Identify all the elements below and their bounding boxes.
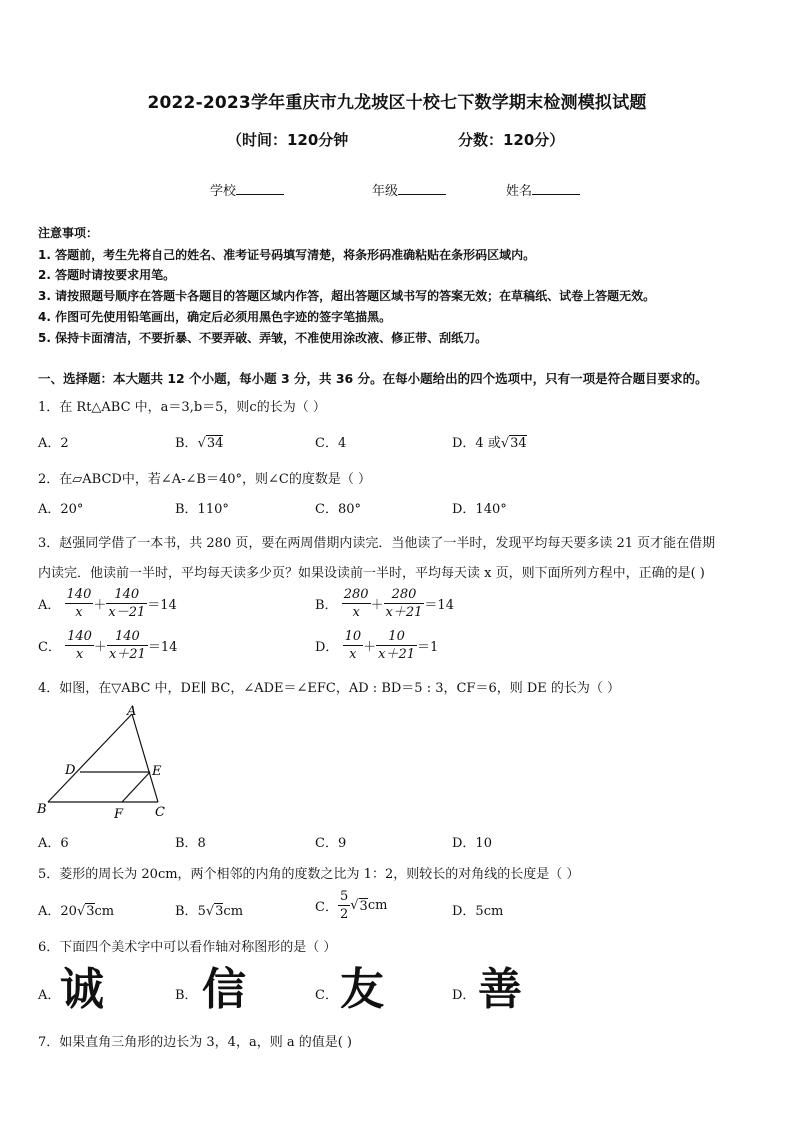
q5-option-c [315, 888, 387, 923]
q3-option-d [315, 628, 438, 663]
fraction [107, 628, 148, 663]
school-blank [236, 182, 284, 195]
q2-option-d: D．140° [452, 502, 507, 517]
radicand: 3 [86, 904, 95, 919]
sqrt-symbol: √ [500, 436, 510, 451]
fraction [65, 628, 94, 663]
q1-option-a: A．2 [38, 436, 69, 451]
unit: cm [223, 904, 244, 919]
q6-d-label: D． [452, 988, 476, 1003]
rhs: ＝14 [147, 598, 177, 613]
rhs: ＝1 [417, 640, 439, 655]
denominator: 2 [339, 907, 349, 922]
q6-d-char: 善 [478, 964, 522, 1015]
section-heading: 一、选择题：本大题共 12 个小题，每小题 3 分，共 36 分。在每小题给出的四个选项中，只有一项是符合题目要求的。 [38, 371, 708, 386]
question-2-stem: 2．在▱ABCD中，若∠A-∠B＝40°，则∠C的度数是（ ） [38, 472, 371, 487]
side-ab [48, 714, 132, 802]
q6-a-char: 诚 [60, 964, 104, 1015]
plus-sign: ＋ [370, 598, 384, 613]
numerator: 280 [343, 587, 369, 602]
notice-item: 1. 答题前，考生先将自己的姓名、准考证号码填写清楚，将条形码准确粘贴在条形码区域内。 [38, 248, 536, 262]
notice-item: 3. 请按照题号顺序在答题卡各题目的答题区域内作答，超出答题区域书写的答案无效；在草稿纸、试卷上答题无效。 [38, 289, 656, 303]
q3-c-label: C． [38, 640, 61, 655]
sqrt-symbol: √ [76, 904, 86, 919]
q4-option-a: A．6 [38, 836, 69, 851]
q6-c-label: C． [315, 988, 338, 1003]
denominator: x－21 [108, 605, 146, 620]
rhs: ＝14 [424, 598, 454, 613]
fraction [376, 628, 417, 663]
vertex-label-c: C [155, 805, 165, 820]
unit: cm [367, 898, 388, 913]
school-label: 学校 [210, 184, 237, 199]
q3-b-label: B． [315, 598, 338, 613]
question-3-stem-line2: 内读完．他读前一半时，平均每天读多少页？如果设读前一半时，平均每天读 x 页，则下面所列方程中，正确的是( ) [38, 566, 705, 581]
fraction [65, 586, 94, 621]
grade-blank [398, 182, 446, 195]
numerator: 140 [66, 587, 92, 602]
exam-score: 分数：120分） [458, 131, 565, 149]
numerator: 5 [339, 889, 349, 904]
notice-item: 5. 保持卡面清洁，不要折暴、不要弄破、弄皱，不准使用涂改液、修正带、刮纸刀。 [38, 331, 488, 345]
coefficient: 20 [60, 904, 77, 919]
notice-item: 4. 作图可先使用铅笔画出，确定后必须用黑色字迹的签字笔描黑。 [38, 310, 392, 324]
denominator: x [352, 605, 360, 620]
numerator: 280 [384, 586, 425, 604]
q4-option-d: D．10 [452, 836, 492, 851]
unit: cm [94, 904, 115, 919]
side-ac [132, 714, 158, 802]
name-blank [532, 182, 580, 195]
q3-a-label: A． [38, 598, 61, 613]
q6-b-char: 信 [202, 964, 246, 1015]
q5-b-label: B． [175, 904, 198, 919]
denominator: x＋21 [385, 605, 423, 620]
q3-option-c [38, 628, 177, 663]
numerator: 140 [106, 586, 147, 604]
denominator: x [349, 647, 357, 662]
q1-d-label: D．4 或 [452, 436, 501, 451]
notice-heading: 注意事项： [38, 226, 99, 240]
exam-time: （时间：120分钟 [227, 131, 349, 149]
name-label: 姓名 [506, 184, 533, 199]
plus-sign: ＋ [363, 640, 377, 655]
q1-option-c: C．4 [315, 436, 347, 451]
question-1-stem: 1．在 Rt△ABC 中，a＝3,b＝5，则c的长为（ ） [38, 400, 326, 415]
q6-c-char: 友 [340, 964, 384, 1015]
radicand: 3 [215, 904, 224, 919]
question-7-stem: 7．如果直角三角形的边长为 3，4，a，则 a 的值是( ) [38, 1035, 352, 1050]
q1-option-d [452, 432, 527, 451]
q2-option-a: A．20° [38, 502, 84, 517]
page-title: 2022-2023学年重庆市九龙坡区十校七下数学期末检测模拟试题 [147, 93, 647, 113]
sqrt-symbol: √ [197, 436, 206, 451]
vertex-label-f: F [114, 807, 124, 822]
q4-option-b: B．8 [175, 836, 206, 851]
q2-option-c: C．80° [315, 502, 361, 517]
school-field [210, 180, 284, 199]
fraction [384, 586, 425, 621]
q5-option-b [175, 900, 243, 919]
triangle-figure [34, 702, 174, 824]
sqrt-symbol: √ [205, 904, 215, 919]
question-5-stem: 5．菱形的周长为 20cm，两个相邻的内角的度数之比为 1：2，则较长的对角线的长度是（ ） [38, 867, 580, 882]
plus-sign: ＋ [93, 598, 107, 613]
q6-b-label: B． [175, 988, 198, 1003]
q1-d-radicand: 34 [510, 436, 527, 451]
vertex-label-e: E [152, 764, 162, 779]
grade-field [372, 180, 446, 199]
grade-label: 年级 [372, 184, 399, 199]
q1-option-b [175, 432, 223, 451]
numerator: 10 [344, 629, 362, 644]
segment-ef [122, 772, 150, 802]
question-6-stem: 6．下面四个美术字中可以看作轴对称图形的是（ ） [38, 940, 337, 955]
denominator: x [75, 605, 83, 620]
fraction [338, 888, 350, 923]
numerator: 10 [376, 628, 417, 646]
fraction [106, 586, 147, 621]
q4-option-c: C．9 [315, 836, 347, 851]
q5-c-label: C． [315, 900, 338, 915]
denominator: x＋21 [378, 647, 416, 662]
question-4-stem: 4．如图，在▽ABC 中，DE∥ BC，∠ADE＝∠EFC，AD : BD＝5 : 3，CF＝6，则 DE 的长为（ ） [38, 681, 621, 696]
rhs: ＝14 [147, 640, 178, 655]
q1-b-radicand: 34 [206, 436, 224, 451]
q5-option-d: D．5cm [452, 904, 504, 919]
fraction [342, 586, 371, 621]
coefficient: 5 [197, 904, 206, 919]
vertex-label-b: B [37, 802, 47, 817]
numerator: 140 [107, 628, 148, 646]
q3-d-label: D． [315, 640, 339, 655]
q5-option-a [38, 900, 114, 919]
numerator: 140 [67, 629, 92, 644]
vertex-label-d: D [65, 763, 76, 778]
q3-option-b [315, 586, 454, 621]
name-field [506, 180, 580, 199]
notice-item: 2. 答题时请按要求用笔。 [38, 268, 176, 282]
q3-option-a [38, 586, 177, 621]
denominator: x [75, 647, 84, 662]
q6-a-label: A． [38, 988, 61, 1003]
q2-option-b: B．110° [175, 502, 229, 517]
plus-sign: ＋ [93, 640, 107, 655]
vertex-label-a: A [127, 704, 137, 719]
radicand: 3 [359, 898, 368, 914]
denominator: x＋21 [108, 647, 146, 662]
q5-a-label: A． [38, 904, 61, 919]
question-3-stem-line1: 3．赵强同学借了一本书，共 280 页，要在两周借期内读完．当他读了一半时，发现平均每天要多读 21 页才能在借期 [38, 536, 716, 551]
q1-b-label: B． [175, 436, 198, 451]
sqrt-symbol: √ [350, 898, 359, 913]
fraction [343, 628, 364, 663]
